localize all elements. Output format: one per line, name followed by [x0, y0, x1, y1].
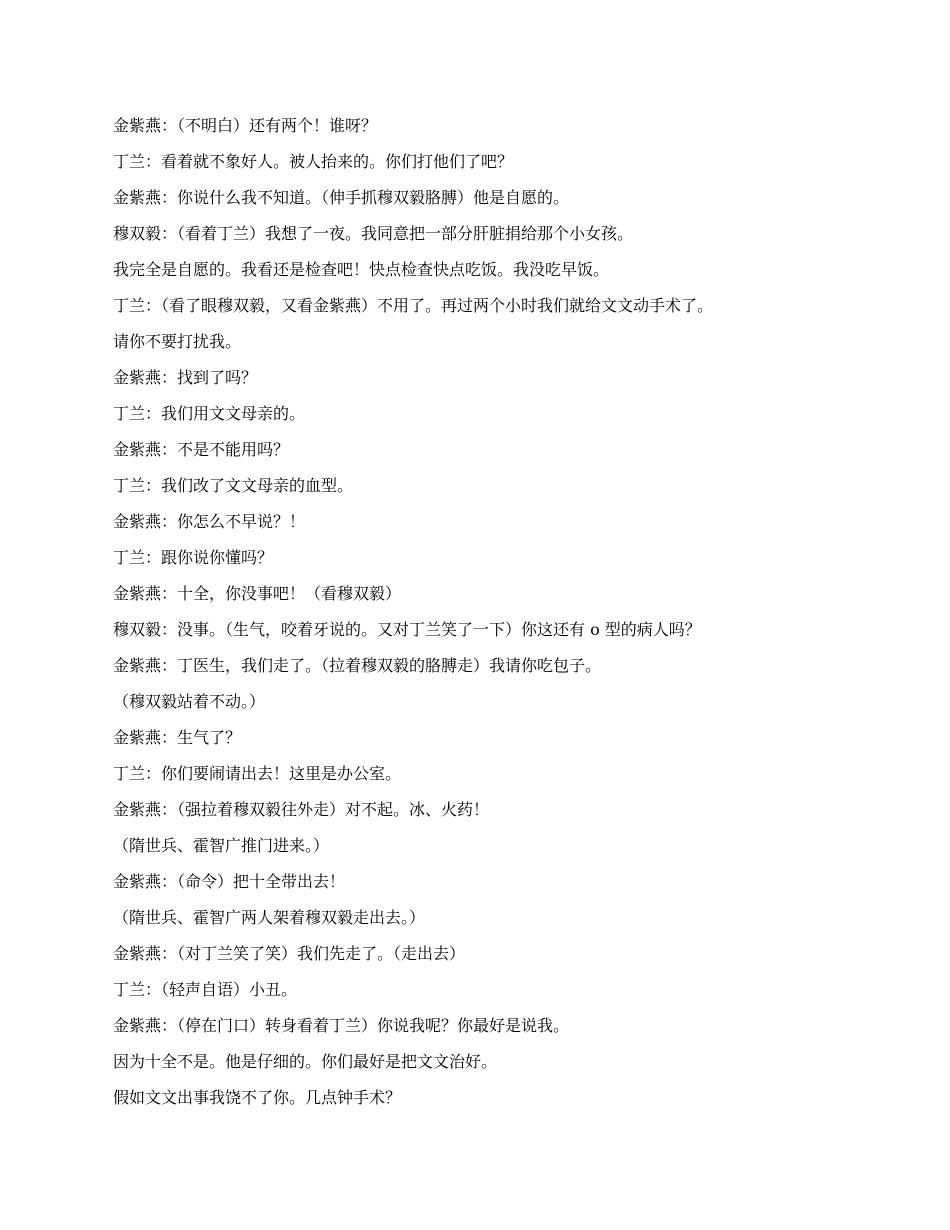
script-line: 假如文文出事我饶不了你。几点钟手术？: [113, 1088, 402, 1107]
script-text: [113, 108, 913, 1116]
script-line: 穆双毅：（看着丁兰）我想了一夜。我同意把一部分肝脏捐给那个小女孩。: [113, 224, 634, 243]
script-line: 因为十全不是。他是仔细的。你们最好是把文文治好。: [113, 1052, 498, 1071]
script-line: 丁兰：（轻声自语）小丑。: [113, 980, 298, 999]
script-line: 金紫燕：丁医生，我们走了。（拉着穆双毅的胳膊走）我请你吃包子。: [113, 656, 602, 675]
script-line: 金紫燕：十全，你没事吧！（看穆双毅）: [113, 584, 402, 603]
script-line: 金紫燕：生气了？: [113, 728, 242, 747]
script-line: 丁兰：（看了眼穆双毅，又看金紫燕）不用了。再过两个小时我们就给文文动手术了。: [113, 296, 714, 315]
script-line: 穆双毅：没事。（生气，咬着牙说的。又对丁兰笑了一下）你这还有 o 型的病人吗？: [113, 620, 701, 639]
script-line: （穆双毅站着不动。）: [113, 692, 266, 711]
script-line: 丁兰：我们用文文母亲的。: [113, 404, 306, 423]
script-line: 金紫燕：（停在门口）转身看着丁兰）你说我呢？你最好是说我。: [113, 1016, 570, 1035]
script-line: 金紫燕：（强拉着穆双毅往外走）对不起。冰、火药！: [113, 800, 490, 819]
script-line: 丁兰：你们要闹请出去！这里是办公室。: [113, 764, 402, 783]
script-line: 金紫燕：你说什么我不知道。（伸手抓穆双毅胳膊）他是自愿的。: [113, 188, 570, 207]
script-line: 金紫燕：找到了吗？: [113, 368, 258, 387]
script-line: 丁兰：我们改了文文母亲的血型。: [113, 476, 354, 495]
script-line: 金紫燕：（对丁兰笑了笑）我们先走了。（走出去）: [113, 944, 466, 963]
script-line: 金紫燕：不是不能用吗？: [113, 440, 290, 459]
script-line: （隋世兵、霍智广两人架着穆双毅走出去。）: [113, 908, 426, 927]
script-line: 请你不要打扰我。: [113, 332, 242, 351]
script-line: 金紫燕：你怎么不早说？！: [113, 512, 306, 531]
script-line: 金紫燕：（不明白）还有两个！谁呀？: [113, 116, 378, 135]
script-line: 金紫燕：（命令）把十全带出去！: [113, 872, 346, 891]
script-line: 我完全是自愿的。我看还是检查吧！快点检查快点吃饭。我没吃早饭。: [113, 260, 610, 279]
script-line: 丁兰：跟你说你懂吗？: [113, 548, 274, 567]
script-line: 丁兰：看着就不象好人。被人抬来的。你们打他们了吧？: [113, 152, 514, 171]
script-line: （隋世兵、霍智广推门进来。）: [113, 836, 330, 855]
